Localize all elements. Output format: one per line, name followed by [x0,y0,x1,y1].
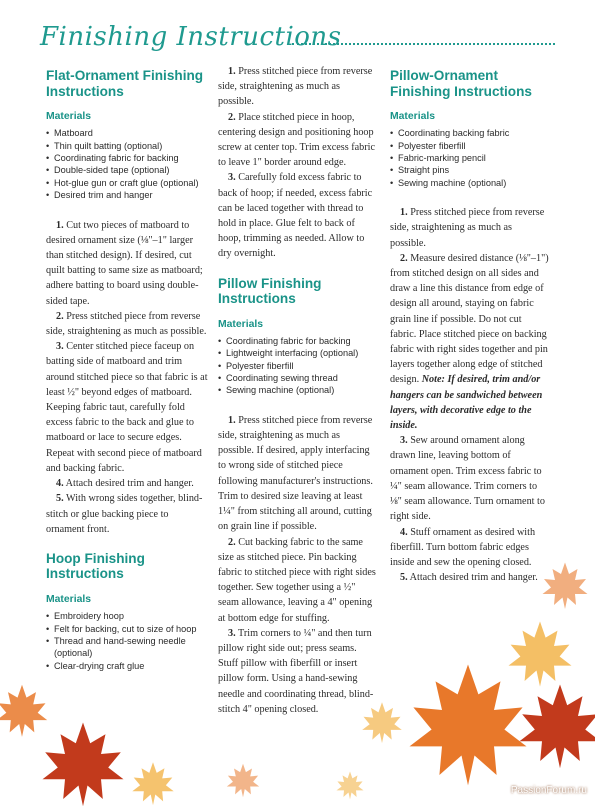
maple-leaf-icon [360,700,404,744]
flat-step: 4. Attach desired trim and hanger. [56,478,194,490]
list-item: • Clear-drying craft glue [46,660,208,672]
hoop-step: 1. Press stitched piece from reverse side, straightening as much as possible. [218,66,373,108]
flat-materials-list [46,127,208,201]
list-item: • Sewing machine (optional) [390,177,550,189]
column-3 [390,64,550,585]
column-1 [46,64,208,682]
hoop-step: 2. Place stitched piece in hoop, centering design and positioning hoop screw at center top. Trim excess fabric to leave 1" border around edge. [218,111,376,169]
hoop-materials-label: Materials [46,593,92,605]
list-item: • Felt for backing, cut to size of hoop [46,623,208,635]
list-item: • Thin quilt batting (optional) [46,140,208,152]
column-2 [218,64,378,717]
pillow-ornament-step: 2. Measure desired distance (⅛"–1") from stitched design on all sides and draw a line this distance from edge of design all around, staying on fabric grain line if possible. Do not cut fabric. Place stitched piece on backing fabric with right sides together and pin layers together along edge of stitched design. Note: If desired, trim and/or hangers can be sandwiched between layers, with decorative edge to the inside. [390,252,549,432]
title-bar [40,22,555,58]
list-item: • Double-sided tape (optional) [46,164,208,176]
list-item: • Thread and hand-sewing needle (optional) [46,635,208,660]
flat-ornament-heading: Flat-Ornament Finishing Instructions [46,68,204,99]
flat-materials-label: Materials [46,111,92,122]
list-item: • Matboard [46,127,208,139]
list-item: • Sewing machine (optional) [218,384,378,396]
list-item: • Polyester fiberfill [390,140,550,152]
pillow-heading: Pillow Finishing Instructions [218,275,322,307]
list-item: • Desired trim and hanger [46,189,208,201]
page-title: Finishing Instructions [40,22,342,52]
list-item: • Polyester fiberfill [218,360,378,372]
list-item: • Coordinating fabric for backing [218,335,378,347]
flat-step: 2. Press stitched piece from reverse side, straightening as much as possible. [46,310,207,338]
list-item: • Fabric-marking pencil [390,152,550,164]
pillow-step: 2. Cut backing fabric to the same size as stitched piece. Pin backing fabric to stitched piece with right sides together. Sew together using a ½" seam allowance, leaving a 4" opening at bottom edge for stuffing. [218,536,376,624]
maple-leaf-icon [225,762,261,798]
list-item: • Straight pins [390,164,550,176]
list-item: • Lightweight interfacing (optional) [218,347,378,359]
list-item: • Coordinating backing fabric [390,127,550,139]
maple-leaf-icon [540,560,590,610]
pillow-ornament-step: 1. Press stitched piece from reverse side, straightening as much as possible. [390,207,545,249]
pillow-ornament-step: 5. Attach desired trim and hanger. [400,572,538,584]
maple-leaf-icon [505,618,575,688]
pillow-step: 1. Press stitched piece from reverse side, straightening as much as possible. If desired, apply interfacing to wrong side of stitched piece following manufacturer's instructions. Trim to desired size leaving at least 1¼" from stitching all around, cutting on grain line if possible. [218,414,373,533]
hoop-step: 3. Carefully fold excess fabric to back of hoop; if needed, excess fabric can be laced together with thread to hold in place. Glue felt to back of hoop, trimming as needed. Allow to dry overnight. [218,172,373,260]
list-item: • Embroidery hoop [46,610,208,622]
pillow-materials-label: Materials [218,318,264,330]
title-dotted-rule [292,43,555,45]
pillow-ornament-heading: Pillow-Ornament Finishing Instructions [390,68,532,99]
list-item: • Coordinating fabric for backing [46,152,208,164]
pillow-step: 3. Trim corners to ¼" and then turn pillow right side out; press seams. Stuff pillow with fiberfill or insert pillow form. Using a hand-sewing needle and coordinating thread, blind-stitch 4" opening closed. [218,627,374,715]
flat-step: 5. With wrong sides together, blind-stitch or glue backing piece to ornament front. [46,493,203,535]
maple-leaf-icon [0,682,50,738]
hoop-heading: Hoop Finishing Instructions [46,550,145,582]
list-item: • Hot-glue gun or craft glue (optional) [46,177,208,189]
list-item: • Coordinating sewing thread [218,372,378,384]
flat-step: 1. Cut two pieces of matboard to desired ornament size (⅛"–1" larger than stitched design). If desired, cut quilt batting to same size as matboard; adhere batting to board using double-sided tape. [46,219,203,307]
pillow-ornament-materials-label: Materials [390,111,436,122]
hoop-materials-list [46,610,208,672]
pillow-ornament-materials-list [390,127,550,189]
pillow-ornament-step: 4. Stuff ornament as desired with fiberfill. Turn bottom fabric edges inside and sew the opening closed. [390,526,536,568]
note-text: Note: If desired, trim and/or hangers can be sandwiched between layers, with decorative edge to the inside. [390,374,543,432]
pillow-ornament-step: 3. Sew around ornament along drawn line, leaving bottom of ornament open. Trim excess fabric to ¼" seam allowance. Trim corners to ⅛" seam allowance. Turn ornament to right side. [390,435,545,523]
maple-leaf-icon [335,770,365,800]
maple-leaf-icon [515,680,595,770]
flat-step: 3. Center stitched piece faceup on batting side of matboard and trim around stitched piece so that fabric is at least ½" beyond edges of matboard. Keeping fabric taut, carefully fold excess fabric to the back and glue to matboard or lace to secure edges. Repeat with second piece of matboard and backing fabric. [46,341,208,474]
maple-leaf-icon [130,760,176,806]
watermark: PassionForum.ru [510,785,587,796]
pillow-materials-list [218,335,378,397]
